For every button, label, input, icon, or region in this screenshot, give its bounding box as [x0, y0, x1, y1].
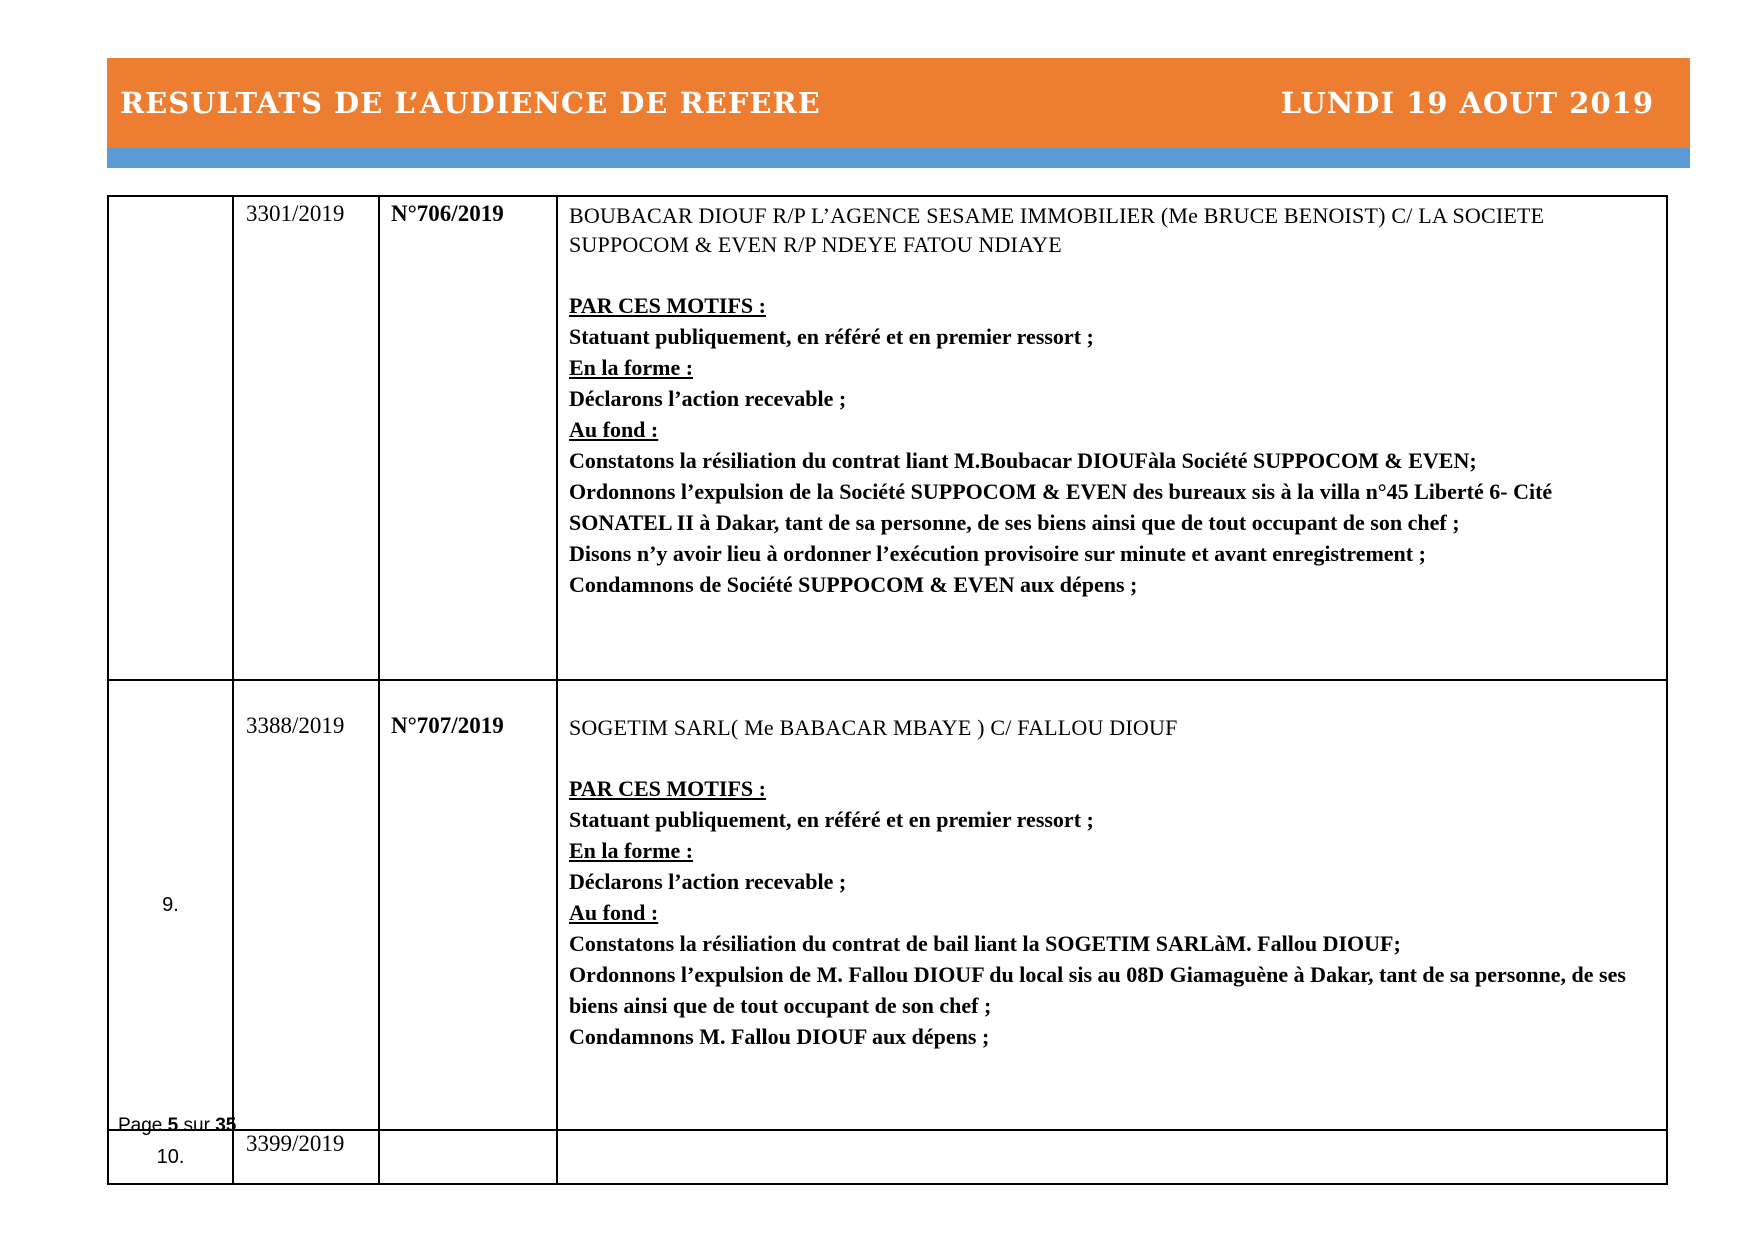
- statuant-line: Statuant publiquement, en référé et en premier ressort ;: [569, 807, 1094, 832]
- forme-heading: En la forme :: [569, 838, 694, 863]
- motifs-heading: PAR CES MOTIFS :: [569, 776, 766, 801]
- total-pages: 35: [215, 1115, 237, 1136]
- case-number: 3388/2019: [233, 680, 379, 1130]
- case-details: [557, 1130, 1667, 1184]
- row-number: 10.: [108, 1130, 233, 1184]
- decision-number: N°706/2019: [379, 196, 557, 680]
- fond-line: Constatons la résiliation du contrat liant M.Boubacar DIOUFàla Société SUPPOCOM & EVEN;: [569, 448, 1477, 473]
- forme-line: Déclarons l’action recevable ;: [569, 386, 847, 411]
- current-page: 5: [167, 1115, 179, 1136]
- page-title: RESULTATS DE L’AUDIENCE DE REFERE: [120, 86, 821, 120]
- case-number: 3301/2019: [233, 196, 379, 680]
- fond-line: Disons n’y avoir lieu à ordonner l’exécution provisoire sur minute et avant enregistrement ;: [569, 541, 1426, 566]
- decision-number: [379, 1130, 557, 1184]
- fond-line: Constatons la résiliation du contrat de bail liant la SOGETIM SARLàM. Fallou DIOUF;: [569, 931, 1401, 956]
- statuant-line: Statuant publiquement, en référé et en premier ressort ;: [569, 324, 1094, 349]
- table-row: [108, 196, 1667, 680]
- case-details: [557, 196, 1667, 680]
- fond-heading: Au fond :: [569, 417, 659, 442]
- forme-heading: En la forme :: [569, 355, 694, 380]
- page-footer: [118, 1115, 236, 1137]
- header-stripe: [107, 148, 1690, 168]
- hearing-date: LUNDI 19 AOUT 2019: [1280, 86, 1654, 120]
- page-separator: sur: [178, 1115, 216, 1136]
- hearings-table: [107, 195, 1668, 1185]
- case-details: [557, 680, 1667, 1130]
- fond-heading: Au fond :: [569, 900, 659, 925]
- row-number: 9.: [108, 680, 233, 1130]
- table-row: [108, 1130, 1667, 1184]
- decision-number: N°707/2019: [379, 680, 557, 1130]
- fond-line: Condamnons de Société SUPPOCOM & EVEN aux dépens ;: [569, 572, 1138, 597]
- fond-line: Ordonnons l’expulsion de la Société SUPPOCOM & EVEN des bureaux sis à la villa n°45 Liberté 6- Cité SONATEL II à Dakar, tant de sa personne, de ses biens ainsi que de tout occupant de son chef ;: [569, 479, 1553, 535]
- case-parties: BOUBACAR DIOUF R/P L’AGENCE SESAME IMMOBILIER (Me BRUCE BENOIST) C/ LA SOCIETE SUPPOCOM & EVEN R/P NDEYE FATOU NDIAYE: [569, 203, 1545, 257]
- forme-line: Déclarons l’action recevable ;: [569, 869, 847, 894]
- fond-line: Ordonnons l’expulsion de M. Fallou DIOUF du local sis au 08D Giamaguène à Dakar, tant de sa personne, de ses biens ainsi que de tout occupant de son chef ;: [569, 962, 1626, 1018]
- motifs-heading: PAR CES MOTIFS :: [569, 293, 766, 318]
- case-number: 3399/2019: [233, 1130, 379, 1184]
- page-prefix: Page: [118, 1115, 168, 1136]
- fond-line: Condamnons M. Fallou DIOUF aux dépens ;: [569, 1024, 990, 1049]
- row-number: [108, 196, 233, 680]
- case-parties: SOGETIM SARL( Me BABACAR MBAYE ) C/ FALLOU DIOUF: [569, 715, 1178, 740]
- table-row: [108, 680, 1667, 1130]
